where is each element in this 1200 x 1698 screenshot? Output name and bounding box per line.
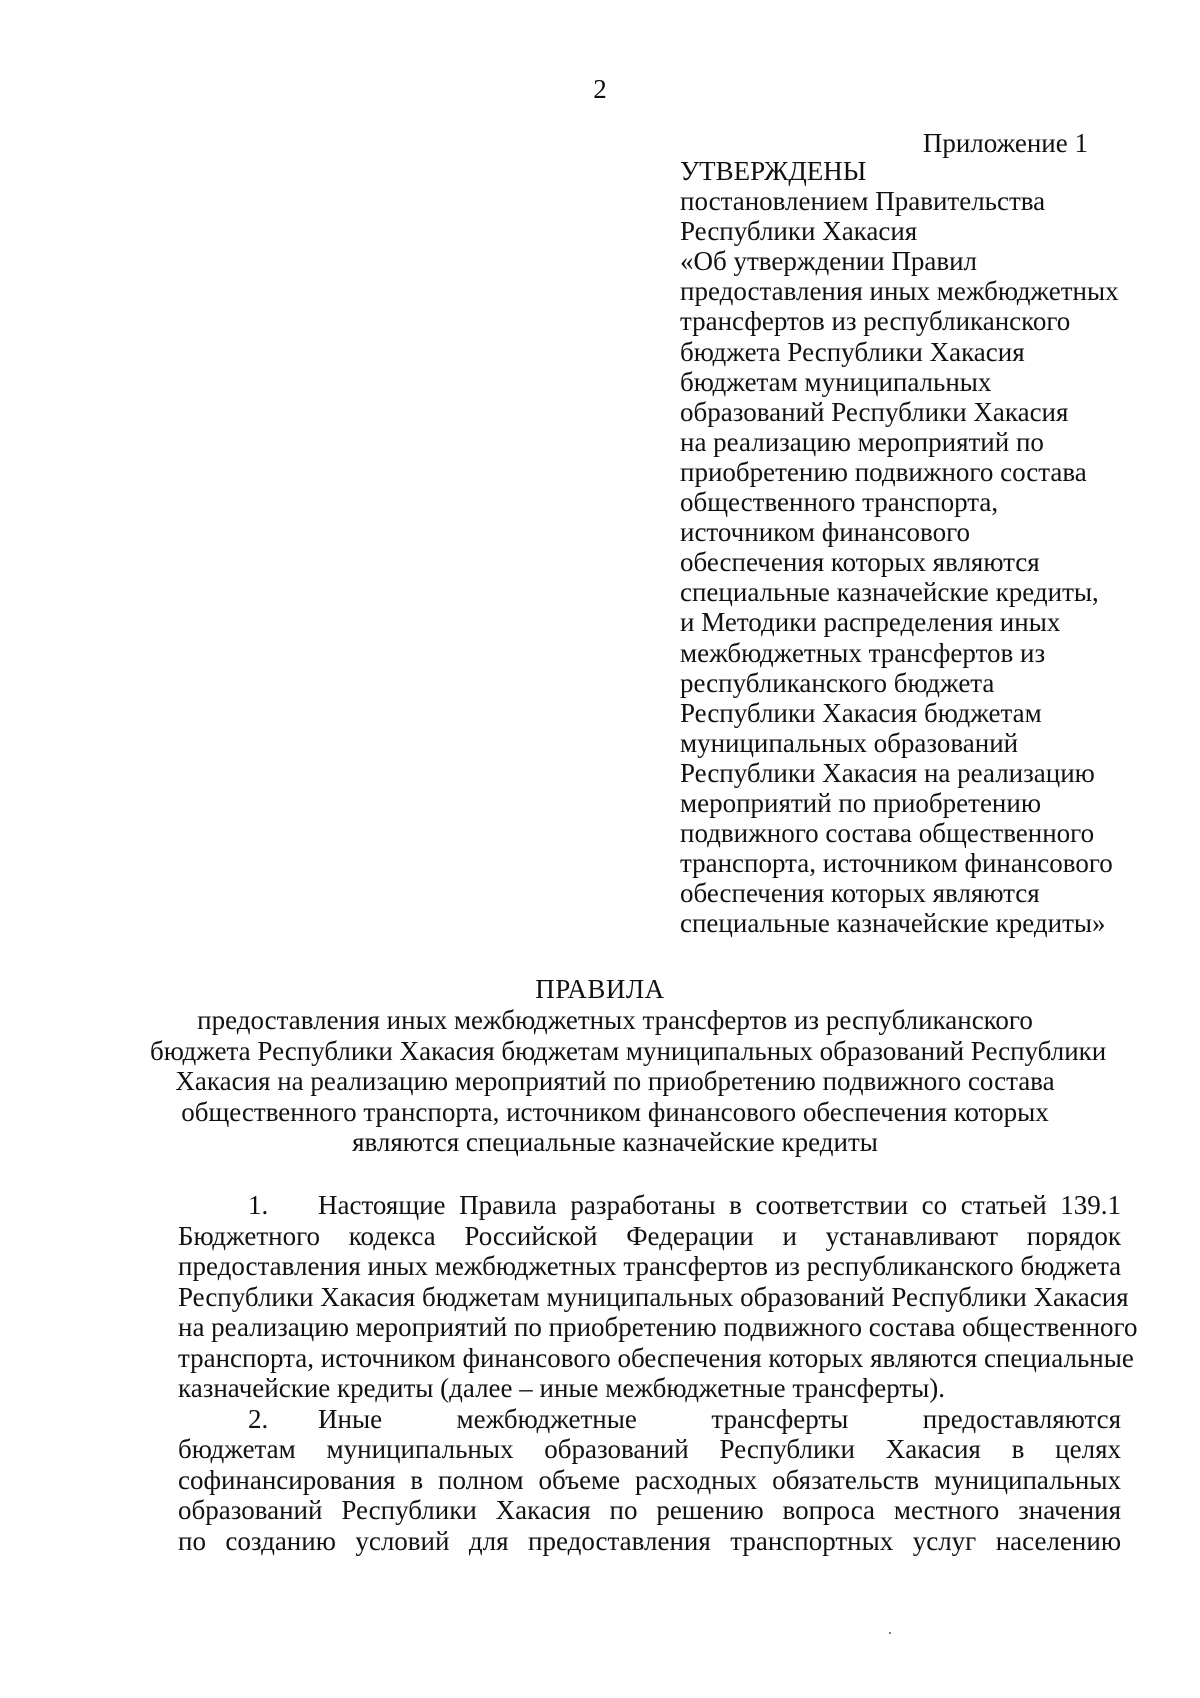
approval-line: мероприятий по приобретению xyxy=(680,787,1042,818)
approval-line: общественного транспорта, xyxy=(680,487,999,518)
approval-line: бюджета Республики Хакасия xyxy=(680,336,1025,367)
paragraph-line: бюджетам муниципальных образований Республики Хакасия в целях xyxy=(178,1434,1121,1464)
approval-line: предоставления иных межбюджетных xyxy=(680,276,1119,307)
approval-line: трансфертов из республиканского xyxy=(680,306,1071,337)
rules-title: ПРАВИЛА xyxy=(535,974,665,1004)
approval-line: специальные казначейские кредиты, xyxy=(680,577,1099,608)
approval-line: бюджетам муниципальных xyxy=(680,366,992,397)
approval-line: Республики Хакасия xyxy=(680,216,918,247)
paragraph-line: казначейские кредиты (далее – иные межбюджетные трансферты). xyxy=(178,1373,946,1403)
subtitle-line: Хакасия на реализацию мероприятий по приобретению подвижного состава xyxy=(175,1066,1055,1096)
approval-line: образований Республики Хакасия xyxy=(680,396,1069,427)
subtitle-line: предоставления иных межбюджетных трансфертов из республиканского xyxy=(197,1005,1033,1035)
approval-line: обеспечения которых являются xyxy=(680,878,1040,909)
paragraph-line: софинансирования в полном объеме расходных обязательств муниципальных xyxy=(178,1464,1121,1495)
approval-line: приобретению подвижного состава xyxy=(680,456,1087,487)
approval-line: межбюджетных трансфертов из xyxy=(680,637,1046,668)
paragraph-line: Бюджетного кодекса Российской Федерации и устанавливают порядок xyxy=(178,1220,1121,1251)
approval-line: источником финансового xyxy=(680,517,970,548)
paragraph-line: транспорта, источником финансового обеспечения которых являются специальные xyxy=(178,1342,1134,1373)
paragraph-line: по созданию условий для предоставления транспортных услуг населению xyxy=(178,1525,1121,1556)
approval-line: «Об утверждении Правил xyxy=(680,246,977,277)
scan-speck xyxy=(889,1632,891,1634)
paragraph-line: на реализацию мероприятий по приобретению подвижного состава общественного xyxy=(178,1312,1138,1342)
approval-line: Республики Хакасия бюджетам xyxy=(680,697,1042,728)
paragraph-2-first-line xyxy=(178,1404,1121,1435)
paragraph-line: Республики Хакасия бюджетам муниципальных образований Республики Хакасия xyxy=(178,1281,1129,1312)
approval-block xyxy=(680,156,1119,939)
approval-line: на реализацию мероприятий по xyxy=(680,426,1044,457)
approval-line: муниципальных образований xyxy=(680,727,1019,758)
approval-line: обеспечения которых являются xyxy=(680,547,1040,578)
paragraph-number: 1. xyxy=(248,1190,269,1220)
approval-line: и Методики распределения иных xyxy=(680,607,1061,638)
rules-subtitle xyxy=(150,1005,1107,1158)
approval-line: специальные казначейские кредиты» xyxy=(680,908,1106,939)
paragraph-text: Иные межбюджетные трансферты предоставляются xyxy=(318,1403,1121,1434)
appendix-label: Приложение 1 xyxy=(922,128,1088,158)
paragraph-text: Настоящие Правила разработаны в соответствии со статьей 139.1 xyxy=(318,1190,1121,1220)
approval-line: постановлением Правительства xyxy=(680,186,1046,217)
subtitle-line: бюджета Республики Хакасия бюджетам муниципальных образований Республики xyxy=(150,1035,1107,1066)
page-number: 2 xyxy=(593,74,607,104)
approval-line: республиканского бюджета xyxy=(680,667,995,698)
paragraph-1-first-line xyxy=(178,1190,1121,1221)
approval-heading: УТВЕРЖДЕНЫ xyxy=(680,156,867,186)
paragraph-number: 2. xyxy=(248,1403,269,1434)
approval-line: транспорта, источником финансового xyxy=(680,848,1113,879)
approval-line: Республики Хакасия на реализацию xyxy=(680,757,1095,788)
subtitle-line: общественного транспорта, источником финансового обеспечения которых xyxy=(181,1096,1049,1127)
subtitle-line: являются специальные казначейские кредиты xyxy=(352,1127,878,1157)
paragraph-line: образований Республики Хакасия по решению вопроса местного значения xyxy=(178,1495,1121,1525)
paragraph-line: предоставления иных межбюджетных трансфертов из республиканского бюджета xyxy=(178,1251,1122,1281)
body-text xyxy=(178,1190,1138,1556)
approval-line: подвижного состава общественного xyxy=(680,818,1095,849)
